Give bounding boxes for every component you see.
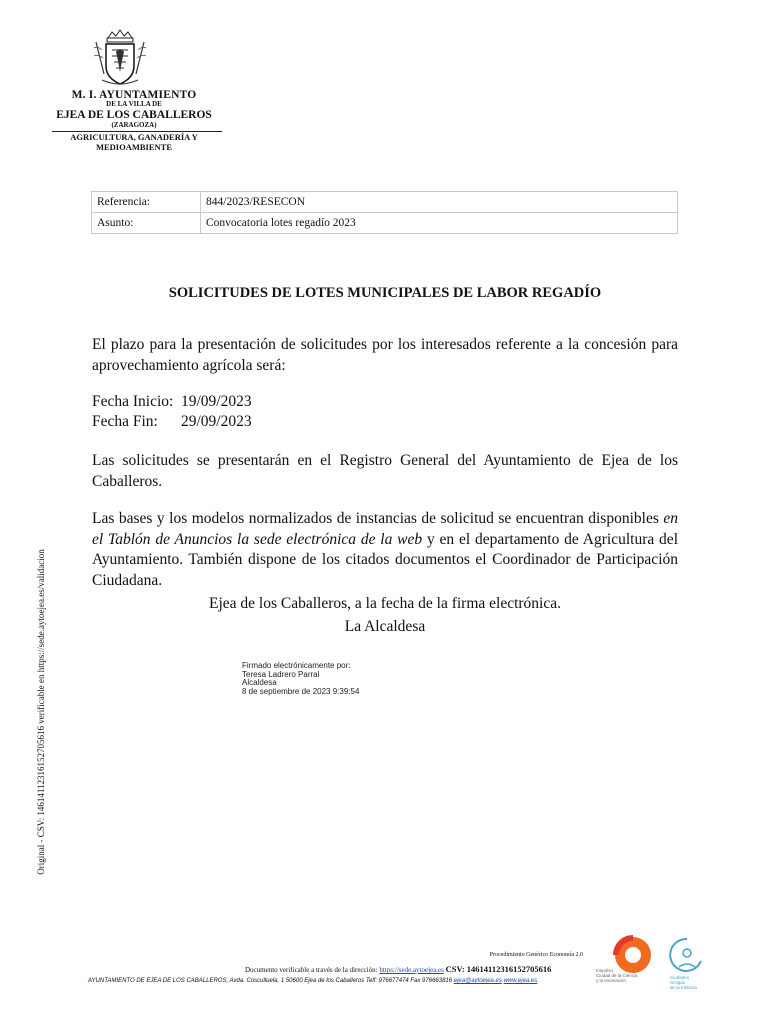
- header-line2: DE LA VILLA DE: [106, 100, 162, 108]
- infancia-text-2: Amigas: [670, 980, 686, 985]
- paragraph-documents-italic: en el Tablón de Anuncios la sede electrónica de la web: [92, 510, 678, 548]
- signature-heading: Firmado electrónicamente por:: [242, 661, 351, 670]
- reference-value: 844/2023/RESECON: [201, 192, 678, 213]
- innpulso-text-3: y la Innovación: [596, 978, 627, 983]
- innpulso-text-1: Innpulso: [596, 968, 614, 973]
- start-date-label: Fecha Inicio:: [92, 393, 174, 410]
- paragraph-deadline: El plazo para la presentación de solicitudes por los interesados referente a la concesión para aprovechamiento agrícola será:: [92, 336, 678, 374]
- child-friendly-city-logo-icon: [665, 935, 707, 975]
- header-department-line1: AGRICULTURA, GANADERÍA Y: [70, 132, 198, 142]
- coat-of-arms-icon: [92, 28, 148, 90]
- end-date-line: [92, 412, 252, 433]
- signature-name: Teresa Ladrero Parral: [242, 669, 320, 679]
- table-row: [92, 192, 678, 213]
- footer-verify-text: Documento verificable a través de la dirección:: [245, 966, 378, 974]
- infancia-text-1: Ciudades: [670, 975, 690, 980]
- signatory-role: La Alcaldesa: [344, 618, 426, 635]
- footer-address-text: AYUNTAMIENTO DE EJEA DE LOS CABALLEROS, Avda. Cosculluela, 1 50600 Ejea de los Caballeros Telf: 976677474 Fax 976663816: [88, 978, 453, 984]
- document-title: SOLICITUDES DE LOTES MUNICIPALES DE LABOR REGADÍO: [168, 285, 602, 301]
- innpulso-text-2: Ciudad de la Ciencia: [596, 973, 638, 978]
- paragraph-registry: Las solicitudes se presentarán en el Registro General del Ayuntamiento de Ejea de los Caballeros.: [92, 452, 678, 490]
- table-row: [92, 213, 678, 234]
- header-line1: M. I. AYUNTAMIENTO: [71, 89, 197, 101]
- reference-label: Referencia:: [92, 192, 201, 213]
- end-date-value: 29/09/2023: [181, 413, 252, 430]
- footer-procedure: Procedimiento Genérico Economía 2.0: [489, 952, 583, 958]
- subject-value: Convocatoria lotes regadío 2023: [201, 213, 678, 234]
- header-line4: (ZARAGOZA): [111, 121, 157, 129]
- footer-verification: [245, 964, 551, 974]
- subject-label: Asunto:: [92, 213, 201, 234]
- footer-verify-link[interactable]: https://sede.aytoejea.es: [379, 966, 444, 974]
- footer-web-link[interactable]: www.ejea.es: [503, 978, 538, 984]
- end-date-label: Fecha Fin:: [92, 413, 158, 430]
- footer-csv: CSV: 14614112316152705616: [445, 964, 552, 974]
- header-department-line2: MEDIOAMBIENTE: [95, 142, 173, 152]
- paragraph-documents-part2: y en el departamento de Agricultura del Ayuntamiento. También dispone de los citados documentos el Coordinador de Participación Ciudadana.: [92, 530, 678, 589]
- signature-role: Alcaldesa: [242, 678, 277, 688]
- header-line3: EJEA DE LOS CABALLEROS: [56, 109, 212, 121]
- child-friendly-city-logo-text: [670, 975, 697, 990]
- infancia-text-3: de la Infancia: [670, 985, 697, 990]
- start-date-value: 19/09/2023: [181, 393, 252, 410]
- paragraph-documents: [92, 509, 678, 591]
- innpulso-logo-text: [596, 968, 638, 983]
- closing-line: Ejea de los Caballeros, a la fecha de la firma electrónica.: [208, 595, 561, 612]
- signature-date: 8 de septiembre de 2023 9:39:54: [242, 687, 360, 697]
- footer-address: [88, 978, 537, 984]
- paragraph-documents-part1: Las bases y los modelos normalizados de instancias de solicitud se encuentran disponibles: [92, 510, 664, 527]
- innpulso-logo-icon: [596, 935, 656, 995]
- reference-table: [91, 191, 678, 234]
- start-date-line: [92, 392, 252, 413]
- footer-email-link[interactable]: ejea@aytoejea.es: [453, 978, 502, 984]
- electronic-signature: [242, 662, 359, 697]
- side-csv-text: Original - CSV: 14614112316152705616 verificable en https://sede.aytoejea.es/validacion: [36, 549, 46, 875]
